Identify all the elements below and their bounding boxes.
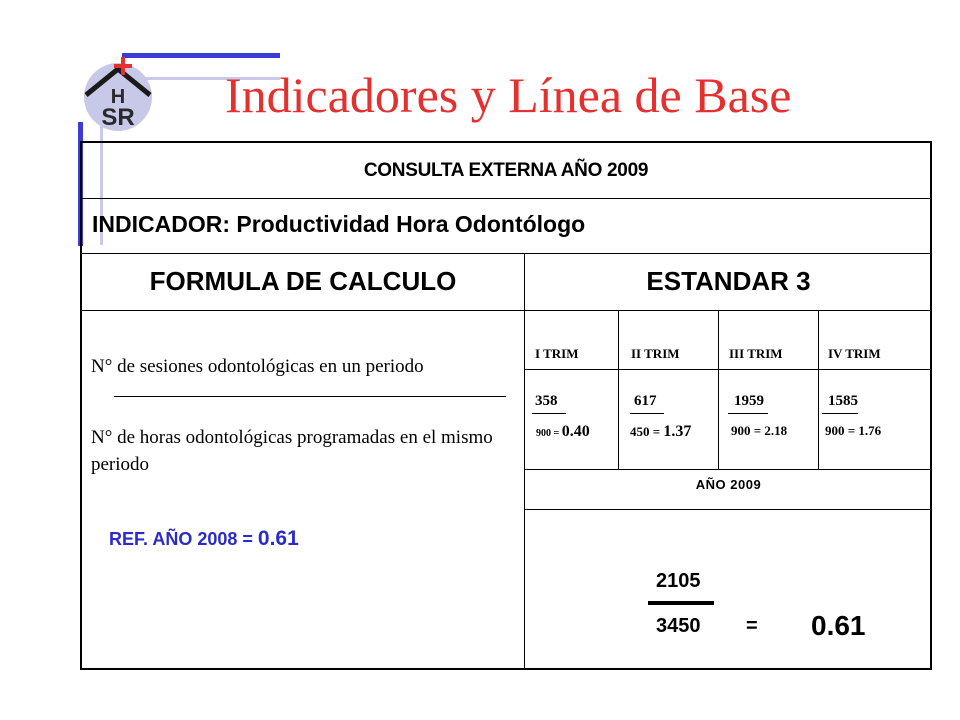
svg-text:H: H bbox=[110, 86, 126, 108]
page-title: Indicadores y Línea de Base bbox=[225, 67, 792, 123]
quarter-label: II TRIM bbox=[631, 346, 680, 361]
consulta-row bbox=[82, 143, 930, 199]
total-equals: = bbox=[746, 615, 758, 637]
quarter-denominator bbox=[536, 423, 590, 441]
quarter-divider bbox=[718, 311, 719, 469]
formula-fraction-line bbox=[114, 396, 506, 397]
quarter-numerator: 358 bbox=[535, 393, 558, 409]
quarter-den-text: 900 = bbox=[536, 428, 562, 439]
quarter-den-text: 900 = 2.18 bbox=[731, 423, 788, 438]
quarter-den-text: 900 = 1.76 bbox=[825, 423, 882, 438]
total-fraction-line bbox=[648, 601, 714, 605]
indicador-row bbox=[82, 199, 930, 254]
header-row bbox=[82, 254, 930, 311]
quarter-label: III TRIM bbox=[729, 346, 783, 361]
total-result: 0.61 bbox=[811, 610, 866, 641]
svg-text:SR: SR bbox=[101, 104, 135, 131]
year-label: AÑO 2009 bbox=[695, 477, 762, 492]
quarter-numerator: 1959 bbox=[734, 393, 764, 409]
quarter-header-line bbox=[525, 369, 932, 370]
indicador-label: INDICADOR: Productividad Hora Odontólogo bbox=[92, 211, 586, 237]
quarter-label: I TRIM bbox=[535, 346, 579, 361]
quarter-fraction-line bbox=[728, 413, 768, 414]
quarter-den-text: 450 = bbox=[630, 424, 664, 439]
indicator-table bbox=[80, 141, 932, 670]
year-row-line bbox=[525, 509, 932, 510]
hospital-logo-icon bbox=[78, 55, 168, 135]
formula-denominator: N° de horas odontológicas programadas en el mismo periodo bbox=[91, 427, 493, 475]
formula-header: FORMULA DE CALCULO bbox=[149, 266, 457, 296]
total-denominator: 3450 bbox=[656, 615, 701, 637]
quarter-fraction-line bbox=[532, 413, 566, 414]
quarter-denominator bbox=[825, 423, 881, 439]
reference-label: REF. AÑO 2008 = bbox=[109, 529, 258, 549]
reference-value: 0.61 bbox=[257, 527, 299, 550]
quarter-numerator: 1585 bbox=[828, 393, 858, 409]
quarter-divider bbox=[618, 311, 619, 469]
quarter-divider bbox=[818, 311, 819, 469]
total-numerator: 2105 bbox=[656, 570, 701, 592]
quarter-fraction-line bbox=[822, 413, 858, 414]
column-divider bbox=[524, 254, 525, 670]
quarter-fraction-line bbox=[630, 413, 664, 414]
quarter-denominator bbox=[731, 423, 787, 439]
consulta-label: CONSULTA EXTERNA AÑO 2009 bbox=[363, 160, 649, 181]
quarter-result: 0.40 bbox=[561, 423, 590, 440]
formula-numerator: N° de sesiones odontológicas en un periodo bbox=[91, 356, 424, 377]
quarter-result: 1.37 bbox=[663, 423, 692, 440]
estandar-header: ESTANDAR 3 bbox=[646, 266, 811, 296]
quarter-bottom-line bbox=[525, 469, 932, 470]
quarter-label: IV TRIM bbox=[828, 346, 881, 361]
quarter-numerator: 617 bbox=[634, 393, 657, 409]
reference-2008 bbox=[109, 527, 299, 551]
quarter-denominator bbox=[630, 423, 691, 441]
